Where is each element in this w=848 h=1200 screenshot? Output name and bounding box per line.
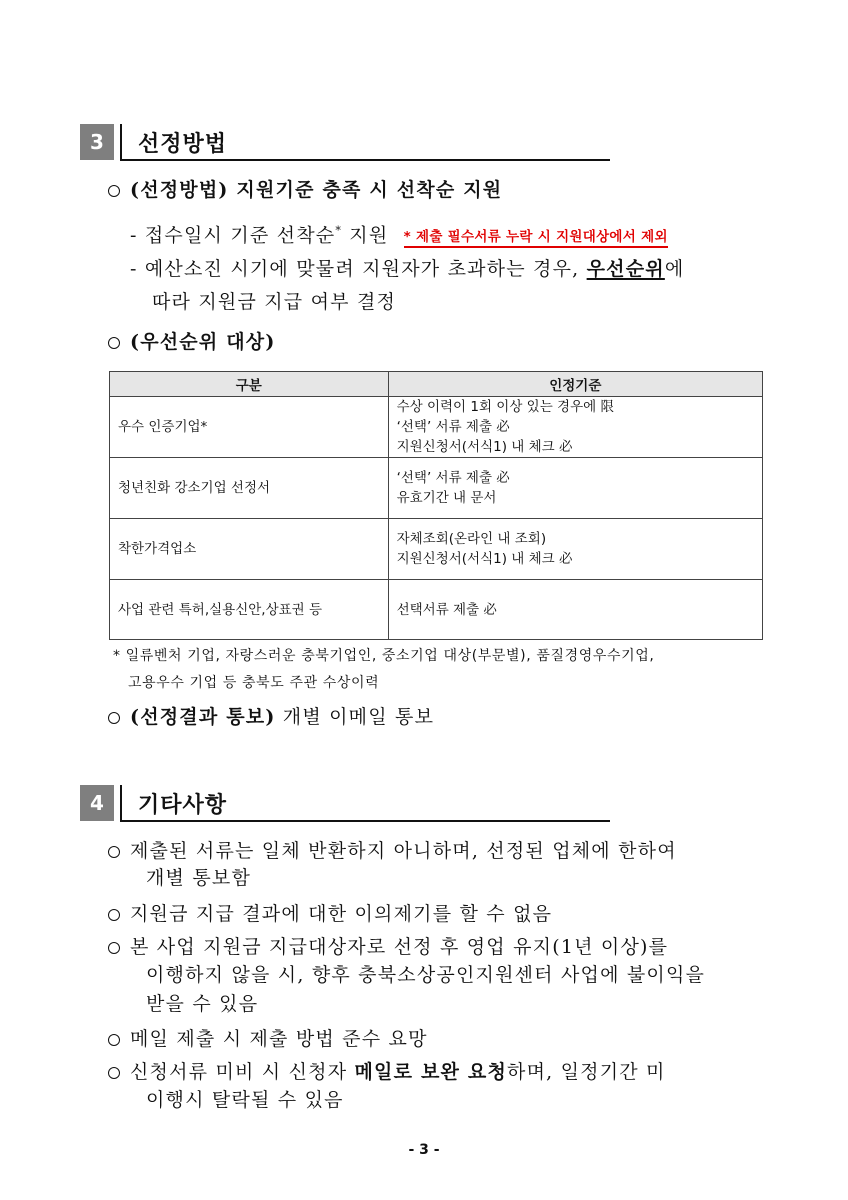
sub-item-text: - 접수일시 기준 선착순 — [130, 224, 336, 247]
list-item-text: 본 사업 지원금 지급대상자로 선정 후 영업 유지(1년 이상)를 — [130, 936, 669, 958]
sub-item-text: 지원 — [342, 224, 389, 247]
table-header-row — [110, 372, 763, 397]
circle-bullet-icon — [108, 909, 120, 921]
criteria-line: 유효기간 내 문서 — [396, 490, 497, 506]
criteria-cell — [388, 458, 762, 519]
list-item-cont: 받을 수 있음 — [146, 993, 259, 1015]
list-item — [108, 1060, 666, 1084]
criteria-cell — [388, 397, 762, 458]
list-item — [108, 902, 552, 926]
required-docs-warning: * 제출 필수서류 누락 시 지원대상에서 제외 — [404, 229, 668, 248]
circle-bullet-icon — [108, 337, 120, 349]
list-item — [108, 935, 668, 959]
circle-bullet-icon — [108, 185, 120, 197]
section-title: 선정방법 — [138, 131, 228, 157]
bullet-heading: (우선순위 대상) — [130, 331, 276, 353]
circle-bullet-icon — [108, 1067, 120, 1079]
criteria-line: 수상 이력이 1회 이상 있는 경우에 限 — [396, 399, 614, 415]
footnote-line: * 일류벤처 기업, 자랑스러운 충북기업인, 중소기업 대상(부문별), 품질경영우수기업, — [113, 648, 655, 664]
table-row — [110, 458, 763, 519]
criteria-line: 지원신청서(서식1) 내 체크 必 — [396, 439, 573, 455]
section-divider — [120, 785, 122, 821]
circle-bullet-icon — [108, 1034, 120, 1046]
sub-item-first-come — [130, 219, 668, 249]
section-underline — [120, 820, 610, 822]
criteria-cell — [388, 519, 762, 580]
list-item-cont: 이행하지 않을 시, 향후 충북소상공인지원센터 사업에 불이익을 — [146, 964, 706, 986]
section-number-badge: 4 — [80, 785, 114, 821]
priority-emphasis: 우선순위 — [586, 258, 665, 280]
table-row — [110, 519, 763, 580]
circle-bullet-icon — [108, 846, 120, 858]
bullet-heading: (선정결과 통보) — [130, 706, 276, 728]
list-item — [108, 1027, 428, 1051]
table-row — [110, 397, 763, 458]
asterisk: * — [335, 224, 343, 237]
section-number-badge: 3 — [80, 124, 114, 160]
category-cell: 우수 인증기업* — [110, 397, 389, 458]
list-item-cont: 이행시 탈락될 수 있음 — [146, 1089, 344, 1111]
list-item-text: 메일 제출 시 제출 방법 준수 요망 — [130, 1028, 428, 1050]
category-cell: 사업 관련 특허,실용신안,상표권 등 — [110, 580, 389, 640]
criteria-line: ‘선택’ 서류 제출 必 — [396, 419, 510, 435]
list-item — [108, 839, 677, 863]
criteria-line: ‘선택’ 서류 제출 必 — [396, 470, 510, 486]
section-underline — [120, 159, 610, 161]
priority-criteria-table — [109, 371, 763, 640]
criteria-line: 선택서류 제출 必 — [396, 601, 497, 618]
sub-item-budget-cont: 따라 지원금 지급 여부 결정 — [152, 291, 397, 313]
sub-item-text: - 예산소진 시기에 맞물려 지원자가 초과하는 경우, — [130, 258, 587, 280]
bullet-text: 개별 이메일 통보 — [275, 706, 435, 728]
bullet-text: 지원기준 충족 시 선착순 지원 — [228, 179, 503, 201]
bullet-selection-result — [108, 705, 434, 729]
column-header-criteria: 인정기준 — [388, 372, 762, 397]
category-cell: 착한가격업소 — [110, 519, 389, 580]
section-title: 기타사항 — [138, 792, 228, 818]
footnote-line: 고용우수 기업 등 충북도 주관 수상이력 — [128, 675, 380, 691]
category-cell: 청년친화 강소기업 선정서 — [110, 458, 389, 519]
list-item-text: 하며, 일정기간 미 — [507, 1061, 666, 1083]
bullet-heading: (선정방법) — [130, 179, 229, 201]
page-number: - 3 - — [408, 1142, 440, 1158]
list-item-text: 신청서류 미비 시 신청자 — [130, 1061, 355, 1083]
section-divider — [120, 124, 122, 160]
list-item-text: 지원금 지급 결과에 대한 이의제기를 할 수 없음 — [130, 903, 553, 925]
bullet-selection-method — [108, 178, 502, 202]
criteria-cell — [388, 580, 762, 640]
list-item-cont: 개별 통보함 — [146, 867, 252, 889]
circle-bullet-icon — [108, 942, 120, 954]
sub-item-budget — [130, 257, 684, 281]
email-request-emphasis: 메일로 보완 요청 — [354, 1061, 508, 1083]
criteria-line: 지원신청서(서식1) 내 체크 必 — [396, 551, 573, 567]
sub-item-text: 에 — [664, 258, 685, 280]
circle-bullet-icon — [108, 712, 120, 724]
criteria-line: 자체조회(온라인 내 조회) — [396, 531, 547, 547]
bullet-priority-targets — [108, 330, 276, 354]
list-item-text: 제출된 서류는 일체 반환하지 아니하며, 선정된 업체에 한하여 — [130, 840, 677, 862]
table-row — [110, 580, 763, 640]
column-header-category: 구분 — [110, 372, 389, 397]
